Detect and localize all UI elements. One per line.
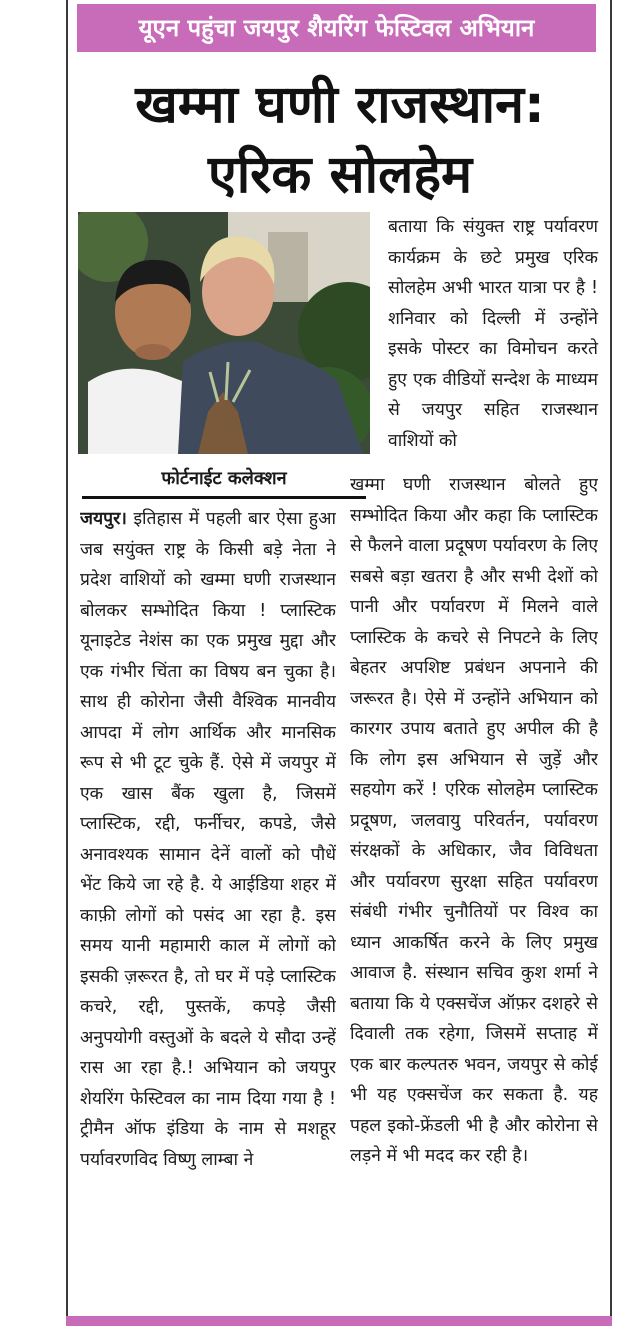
article-column-left xyxy=(80,504,336,1314)
kicker-banner: यूएन पहुंचा जयपुर शैयरिंग फेस्टिवल अभियान xyxy=(77,4,596,52)
dateline: जयपुर। xyxy=(80,509,127,529)
bottom-color-band xyxy=(66,1316,612,1326)
article-column-right: खम्मा घणी राजस्थान बोलते हुए सम्भोदित किया और कहा कि प्लास्टिक से फैलने वाला प्रदूषण पर्यावरण के लिए सबसे बड़ा खतरा है और सभी देशों को पानी और पर्यावरण में मिलने वाले प्लास्टिक के कचरे से निपटने के लिए बेहतर अपशिष्ट प्रबंधन अपनाने की जरूरत है। ऐसे में उन्होंने अभियान को कारगर उपाय बताते हुए अपील की है कि लोग इस अभियान से जुड़ें और सहयोग करें ! एरिक सोलहेम प्लास्टिक प्रदूषण, जलवायु परिवर्तन, पर्यावरण संरक्षकों के अधिकार, जैव विविधता और पर्यावरण सुरक्षा सहित पर्यावरण संबंधी गंभीर चुनौतियों पर विश्व का ध्यान आकर्षित करने के लिए प्रमुख आवाज है. संस्थान सचिव कुश शर्मा ने बताया कि ये एक्सचेंज ऑफ़र दशहरे से दिवाली तक रहेगा, जिसमें सप्ताह में एक बार कल्पतरु भवन, जयपुर से कोई भी यह एक्सचेंज कर सकता है. यह पहल इको-फ्रेंडली भी है और कोरोना से लड़ने में भी मदद कर रही है। xyxy=(350,475,598,1166)
article-column-right-top: बताया कि संयुक्त राष्ट्र पर्यावरण कार्यक्रम के छटे प्रमुख एरिक सोलहेम अभी भारत यात्रा पर है ! शनिवार को दिल्ली में उन्होंने इसके पोस्टर का विमोचन करते हुए एक वीडियों सन्देश के माध्यम से जयपुर सहित राजस्थान वाशियों को xyxy=(388,217,598,451)
photo-illustration xyxy=(78,212,370,454)
headline-line-1: खम्मा घणी राजस्थान: xyxy=(135,75,545,135)
column-rule-right xyxy=(610,0,612,1326)
column-rule-left xyxy=(66,0,68,1326)
headline xyxy=(70,70,610,210)
photo-caption: फोर्टनाईट कलेक्शन xyxy=(82,462,366,499)
article-text-left: इतिहास में पहली बार ऐसा हुआ जब सयुंक्त राष्ट्र के किसी बड़े नेता ने प्रदेश वाशियों को खम्मा घणी राजस्थान बोलकर सम्भोदित किया ! प्लास्टिक यूनाइटेड नेशंस का एक प्रमुख मुद्दा और एक गंभीर चिंता का विषय बन चुका है। साथ ही कोरोना जैसी वैश्विक मानवीय आपदा में लोग आर्थिक और मानसिक रूप से भी टूट चुके हैं. ऐसे में जयपुर में एक खास बैंक खुला है, जिसमें प्लास्टिक, रद्दी, फर्नीचर, कपडे, जैसे अनावश्यक सामान देनें वालों को पौधें भेंट किये जा रहे है. ये आईडिया शहर में काफ़ी लोगों को पसंद आ रहा है. इस समय यानी महामारी काल में लोगों को इसकी ज़रूरत है, तो घर में पड़े प्लास्टिक कचरे, रद्दी, पुस्तकें, कपड़े जैसी अनुपयोगी वस्तुओं के बदले ये सौदा उन्हें रास आ रहा है.! अभियान को जयपुर शेयरिंग फेस्टिवल का नाम दिया गया है ! ट्रीमैन ऑफ इंडिया के नाम से मशहूर पर्यावरणविद विष्णु लाम्बा ने xyxy=(80,509,336,1170)
headline-line-2: एरिक सोलहेम xyxy=(207,145,473,205)
news-photo xyxy=(78,212,370,454)
